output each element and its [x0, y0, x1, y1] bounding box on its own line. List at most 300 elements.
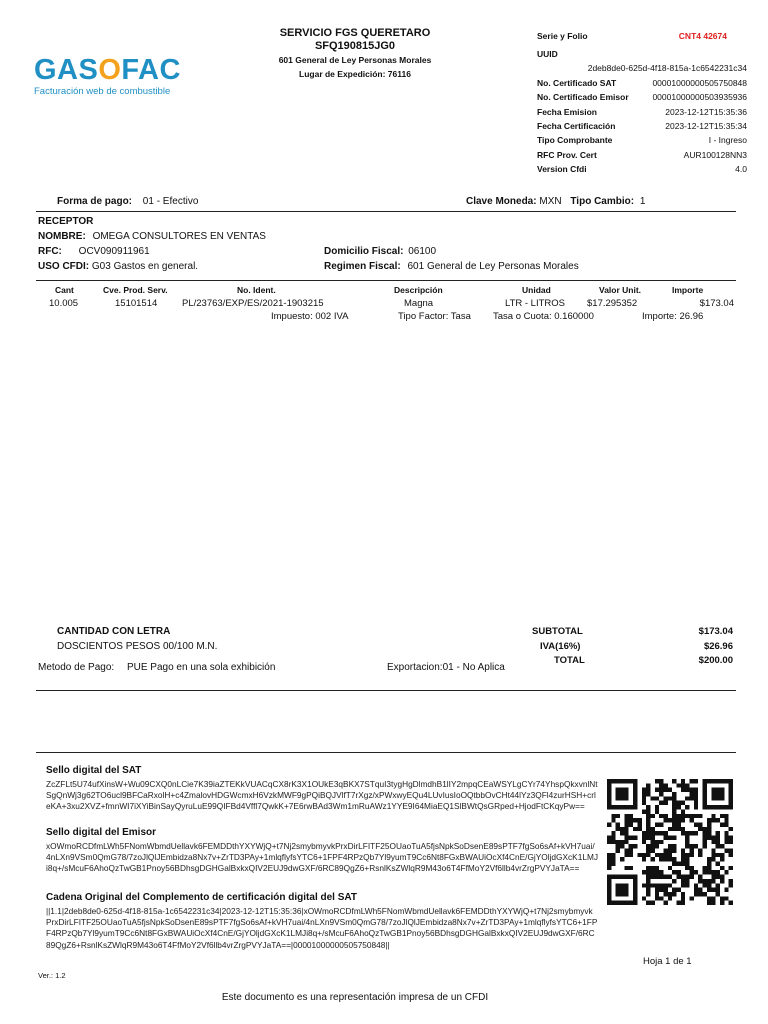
qr-module	[716, 805, 720, 809]
qr-module	[633, 892, 637, 896]
qr-module	[620, 840, 624, 844]
qr-module	[711, 870, 715, 874]
qr-module	[616, 796, 620, 800]
qr-module	[707, 822, 711, 826]
qr-module	[646, 849, 650, 853]
issuer-name: SERVICIO FGS QUERETARO	[279, 27, 431, 39]
qr-module	[668, 883, 672, 887]
qr-module	[624, 827, 628, 831]
qr-module	[698, 814, 702, 818]
qr-module	[611, 862, 615, 866]
qr-module	[703, 783, 707, 787]
qr-module	[659, 883, 663, 887]
item-unidad: LTR - LITROS	[505, 298, 565, 309]
qr-module	[729, 792, 733, 796]
qr-module	[707, 896, 711, 900]
qr-module	[707, 857, 711, 861]
qr-module	[616, 779, 620, 783]
qr-module	[663, 875, 667, 879]
qr-module	[624, 822, 628, 826]
qr-module	[642, 857, 646, 861]
sello-emisor-text: xOWmoRCDfmLWh5FNomWbmdUellavk6FEMDDthYXYWjQ+t7Nj2smybmyvkPrxDirLFITF25OUaoTuA5fjsNpkSoDsenE89sPTF7fgSo6sAf+kVH7uai/4nLXn9VSm0QmG78/7zoJlQlJEmbidza8Nx7v+ZrTD3PAy+1mlqflyfsYTC6+1FPF4RPzQb7Yl9yumT9Cc6Nt8FGxBWAUiOcXf4CnE/GjYOljdGXcK1LMJi8q+/sMcuF6AhoQzTwGB1Pnoy56BDhsgDGHGalBxkxQIV2EUJ9dwGXF/6RC89QgZ6+RsnlKsZWlqR9M43o6T4FfMoY2Vf6llb4vrZrgPVYJaTA==	[46, 841, 599, 874]
item-tax-tasa: Tasa o Cuota: 0.160000	[493, 311, 594, 322]
qr-module	[655, 844, 659, 848]
divider	[36, 211, 736, 212]
qr-module	[724, 779, 728, 783]
qr-module	[659, 822, 663, 826]
qr-module	[677, 801, 681, 805]
qr-module	[703, 801, 707, 805]
qr-module	[698, 827, 702, 831]
qr-module	[729, 783, 733, 787]
qr-module	[663, 892, 667, 896]
qr-module	[707, 870, 711, 874]
qr-module	[672, 844, 676, 848]
qr-module	[672, 792, 676, 796]
qr-module	[633, 818, 637, 822]
qr-module	[607, 840, 611, 844]
qr-module	[642, 896, 646, 900]
qr-code	[607, 778, 733, 906]
qr-module	[685, 835, 689, 839]
qr-module	[633, 788, 637, 792]
item-tax-factor: Tipo Factor: Tasa	[398, 311, 471, 322]
qr-module	[677, 783, 681, 787]
qr-module	[642, 809, 646, 813]
qr-module	[703, 792, 707, 796]
qr-module	[716, 796, 720, 800]
qr-module	[724, 870, 728, 874]
qr-module	[729, 883, 733, 887]
qr-module	[694, 779, 698, 783]
qr-module	[616, 792, 620, 796]
qr-module	[672, 879, 676, 883]
qr-module	[624, 814, 628, 818]
col-header-valor: Valor Unit.	[599, 285, 642, 295]
qr-module	[607, 857, 611, 861]
qr-module	[711, 888, 715, 892]
qr-module	[620, 788, 624, 792]
qr-module	[659, 870, 663, 874]
qr-module	[642, 840, 646, 844]
qr-module	[685, 883, 689, 887]
qr-module	[681, 879, 685, 883]
qr-module	[655, 892, 659, 896]
qr-module	[690, 866, 694, 870]
qr-module	[711, 875, 715, 879]
qr-module	[694, 870, 698, 874]
qr-module	[716, 883, 720, 887]
qr-module	[716, 892, 720, 896]
qr-module	[720, 796, 724, 800]
qr-module	[607, 822, 611, 826]
issuer-rfc: SFQ190815JG0	[314, 40, 396, 52]
qr-module	[672, 796, 676, 800]
qr-module	[690, 792, 694, 796]
qr-module	[672, 857, 676, 861]
qr-module	[703, 831, 707, 835]
qr-module	[650, 831, 654, 835]
qr-module	[672, 779, 676, 783]
qr-module	[629, 818, 633, 822]
qr-module	[681, 827, 685, 831]
item-tax-importe: Importe: 26.96	[642, 311, 704, 322]
qr-module	[685, 844, 689, 848]
qr-module	[607, 866, 611, 870]
receptor-heading: RECEPTOR	[38, 216, 94, 227]
qr-module	[677, 862, 681, 866]
receptor-nombre: NOMBRE: OMEGA CONSULTORES EN VENTAS	[38, 231, 266, 242]
qr-module	[711, 853, 715, 857]
qr-module	[690, 875, 694, 879]
qr-module	[716, 853, 720, 857]
qr-module	[720, 788, 724, 792]
qr-module	[711, 896, 715, 900]
qr-module	[672, 870, 676, 874]
qr-module	[646, 814, 650, 818]
qr-module	[616, 840, 620, 844]
qr-module	[663, 788, 667, 792]
fecha-cert-row: Fecha Certificación 2023-12-12T15:35:34	[537, 120, 747, 131]
qr-module	[659, 853, 663, 857]
qr-module	[659, 814, 663, 818]
qr-module	[707, 862, 711, 866]
qr-module	[637, 827, 641, 831]
qr-module	[694, 892, 698, 896]
qr-module	[637, 822, 641, 826]
qr-module	[629, 875, 633, 879]
qr-module	[624, 883, 628, 887]
qr-module	[685, 862, 689, 866]
qr-module	[611, 901, 615, 905]
qr-module	[707, 831, 711, 835]
version-label: Ver.: 1.2	[38, 971, 66, 980]
qr-module	[663, 835, 667, 839]
qr-module	[620, 805, 624, 809]
qr-module	[729, 840, 733, 844]
qr-module	[724, 840, 728, 844]
qr-module	[616, 883, 620, 887]
qr-module	[655, 888, 659, 892]
qr-module	[655, 896, 659, 900]
qr-module	[677, 822, 681, 826]
qr-module	[629, 866, 633, 870]
qr-module	[611, 779, 615, 783]
qr-module	[650, 901, 654, 905]
col-header-ident: No. Ident.	[237, 285, 276, 295]
qr-module	[650, 849, 654, 853]
qr-module	[646, 818, 650, 822]
qr-module	[620, 883, 624, 887]
qr-module	[624, 796, 628, 800]
qr-module	[663, 853, 667, 857]
qr-module	[668, 827, 672, 831]
qr-module	[650, 814, 654, 818]
qr-module	[620, 857, 624, 861]
qr-module	[711, 779, 715, 783]
qr-module	[607, 805, 611, 809]
qr-module	[616, 844, 620, 848]
qr-module	[711, 788, 715, 792]
qr-module	[616, 788, 620, 792]
qr-module	[694, 822, 698, 826]
qr-module	[629, 835, 633, 839]
qr-module	[724, 818, 728, 822]
qr-module	[624, 866, 628, 870]
qr-module	[668, 818, 672, 822]
qr-module	[711, 814, 715, 818]
qr-module	[681, 783, 685, 787]
qr-module	[629, 853, 633, 857]
qr-module	[698, 849, 702, 853]
qr-module	[655, 883, 659, 887]
qr-module	[690, 796, 694, 800]
qr-module	[677, 805, 681, 809]
qr-module	[677, 827, 681, 831]
qr-module	[716, 875, 720, 879]
issuer-block	[240, 27, 470, 79]
qr-module	[690, 896, 694, 900]
qr-module	[707, 888, 711, 892]
qr-module	[685, 831, 689, 835]
qr-module	[607, 875, 611, 879]
qr-module	[690, 831, 694, 835]
qr-module	[694, 792, 698, 796]
receptor-rfc: RFC: OCV090911961	[38, 246, 150, 257]
qr-module	[659, 783, 663, 787]
qr-module	[620, 892, 624, 896]
qr-module	[720, 779, 724, 783]
qr-module	[659, 840, 663, 844]
qr-module	[685, 875, 689, 879]
qr-module	[681, 862, 685, 866]
qr-module	[624, 849, 628, 853]
logo-wordmark: GASOFAC	[34, 54, 181, 86]
qr-module	[624, 805, 628, 809]
divider	[36, 752, 736, 753]
qr-module	[703, 779, 707, 783]
qr-module	[633, 896, 637, 900]
qr-module	[698, 879, 702, 883]
qr-module	[681, 779, 685, 783]
divider	[36, 690, 736, 691]
qr-module	[620, 831, 624, 835]
qr-module	[624, 831, 628, 835]
qr-module	[724, 835, 728, 839]
qr-module	[633, 827, 637, 831]
qr-module	[650, 875, 654, 879]
qr-module	[724, 896, 728, 900]
qr-module	[698, 822, 702, 826]
qr-module	[611, 835, 615, 839]
qr-module	[703, 879, 707, 883]
uuid-row: UUID	[537, 49, 558, 59]
qr-module	[663, 814, 667, 818]
qr-module	[655, 840, 659, 844]
qr-module	[629, 814, 633, 818]
qr-module	[663, 796, 667, 800]
qr-module	[607, 879, 611, 883]
qr-module	[729, 835, 733, 839]
qr-module	[611, 805, 615, 809]
qr-module	[685, 796, 689, 800]
qr-module	[633, 883, 637, 887]
qr-module	[655, 779, 659, 783]
folio-value: CNT4 42674	[678, 31, 727, 41]
qr-module	[633, 844, 637, 848]
qr-module	[694, 888, 698, 892]
item-importe: $173.04	[699, 298, 734, 309]
qr-module	[720, 901, 724, 905]
qr-module	[729, 796, 733, 800]
qr-module	[720, 853, 724, 857]
rfc-prov-row: RFC Prov. Cert AUR100128NN3	[537, 149, 747, 160]
qr-module	[607, 779, 611, 783]
qr-module	[646, 866, 650, 870]
qr-module	[646, 883, 650, 887]
qr-module	[642, 792, 646, 796]
qr-module	[629, 849, 633, 853]
col-header-cant: Cant	[55, 285, 74, 295]
qr-module	[703, 788, 707, 792]
qr-module	[729, 827, 733, 831]
qr-module	[633, 901, 637, 905]
qr-module	[607, 835, 611, 839]
qr-module	[681, 883, 685, 887]
qr-module	[711, 840, 715, 844]
qr-module	[711, 835, 715, 839]
qr-module	[659, 831, 663, 835]
qr-module	[685, 866, 689, 870]
qr-module	[681, 901, 685, 905]
qr-module	[650, 866, 654, 870]
item-tax-impuesto: Impuesto: 002 IVA	[271, 311, 349, 322]
qr-module	[633, 805, 637, 809]
qr-module	[650, 827, 654, 831]
col-header-importe: Importe	[672, 285, 704, 295]
qr-module	[616, 805, 620, 809]
qr-module	[620, 796, 624, 800]
qr-module	[720, 792, 724, 796]
qr-module	[659, 801, 663, 805]
qr-module	[620, 901, 624, 905]
qr-module	[720, 844, 724, 848]
qr-module	[681, 814, 685, 818]
receptor-regimen: Regimen Fiscal: 601 General de Ley Personas Morales	[324, 261, 579, 272]
qr-module	[716, 818, 720, 822]
qr-module	[607, 783, 611, 787]
cantidad-letra-value: DOSCIENTOS PESOS 00/100 M.N.	[57, 641, 218, 652]
qr-module	[659, 788, 663, 792]
qr-module	[672, 827, 676, 831]
qr-module	[655, 866, 659, 870]
qr-module	[642, 788, 646, 792]
qr-module	[703, 844, 707, 848]
qr-module	[624, 888, 628, 892]
footer-note: Este documento es una representación impresa de un CFDI	[221, 992, 489, 1003]
total-label: TOTAL	[554, 655, 585, 666]
item-ident: PL/23763/EXP/ES/2021-1903215	[182, 298, 324, 309]
qr-module	[703, 870, 707, 874]
qr-module	[624, 818, 628, 822]
qr-module	[690, 849, 694, 853]
qr-module	[677, 818, 681, 822]
qr-module	[668, 857, 672, 861]
qr-module	[724, 831, 728, 835]
qr-module	[616, 888, 620, 892]
qr-module	[633, 879, 637, 883]
qr-module	[724, 822, 728, 826]
qr-module	[681, 853, 685, 857]
qr-module	[646, 901, 650, 905]
qr-module	[607, 801, 611, 805]
qr-module	[716, 835, 720, 839]
sello-sat-text: ZcZFLt5U74ufXinsW+Wu09CXQ0nLCie7K39iaZTEKkVUACqCX8rK3X1OUkE3qBKX7STquI3tygHgDlmdhB1lIY2mpqCEaWSYLgCYr74YhspQkxvnlNtSgQnWj3g62TO6ucl9BFCaRxolH+c4ZmalovHDGWcmxH6VzkMWF9gPQiBQJVlfT7rXgz/xPWxwyEQu4LUvIusIoOQtbbOvCHt44lYz3QFl4zurHSH+crleKA+3xu2XVZ+fmnWI7iXYiBinSayQyruLuE99QIFBd4Vffl7QwkK+7E6rwBAd3Wm1mRuAWz1YYE9I64MiaEQ1SlBWtQsGRped+HjodFtCKqyPw==	[46, 779, 598, 812]
qr-module	[663, 801, 667, 805]
qr-module	[720, 822, 724, 826]
total-value: $200.00	[698, 655, 733, 666]
qr-module	[681, 857, 685, 861]
qr-module	[633, 792, 637, 796]
qr-module	[646, 870, 650, 874]
qr-module	[672, 892, 676, 896]
qr-module	[698, 888, 702, 892]
qr-module	[616, 901, 620, 905]
qr-module	[646, 827, 650, 831]
cert-emisor-row: No. Certificado Emisor 00001000000503935936	[537, 92, 747, 103]
qr-module	[607, 888, 611, 892]
qr-module	[659, 888, 663, 892]
qr-module	[624, 901, 628, 905]
qr-module	[703, 827, 707, 831]
qr-module	[672, 822, 676, 826]
qr-module	[616, 827, 620, 831]
qr-module	[646, 875, 650, 879]
qr-module	[663, 831, 667, 835]
qr-module	[655, 853, 659, 857]
qr-module	[694, 831, 698, 835]
qr-module	[672, 888, 676, 892]
qr-module	[720, 879, 724, 883]
qr-module	[616, 814, 620, 818]
qr-module	[607, 883, 611, 887]
qr-module	[677, 870, 681, 874]
qr-module	[620, 844, 624, 848]
qr-module	[611, 831, 615, 835]
qr-module	[703, 866, 707, 870]
qr-module	[607, 796, 611, 800]
version-row: Version Cfdi 4.0	[537, 164, 747, 175]
qr-module	[616, 892, 620, 896]
qr-module	[720, 875, 724, 879]
qr-module	[685, 857, 689, 861]
qr-module	[690, 844, 694, 848]
receptor-domicilio: Domicilio Fiscal: 06100	[324, 246, 437, 257]
qr-module	[646, 888, 650, 892]
qr-module	[646, 792, 650, 796]
qr-module	[729, 805, 733, 809]
qr-module	[646, 788, 650, 792]
qr-module	[646, 831, 650, 835]
col-header-unidad: Unidad	[522, 285, 551, 295]
qr-module	[690, 870, 694, 874]
qr-module	[672, 801, 676, 805]
exportacion: Exportacion:01 - No Aplica	[387, 662, 505, 673]
qr-module	[711, 879, 715, 883]
item-cant: 10.005	[49, 298, 79, 309]
qr-module	[729, 788, 733, 792]
qr-module	[655, 870, 659, 874]
